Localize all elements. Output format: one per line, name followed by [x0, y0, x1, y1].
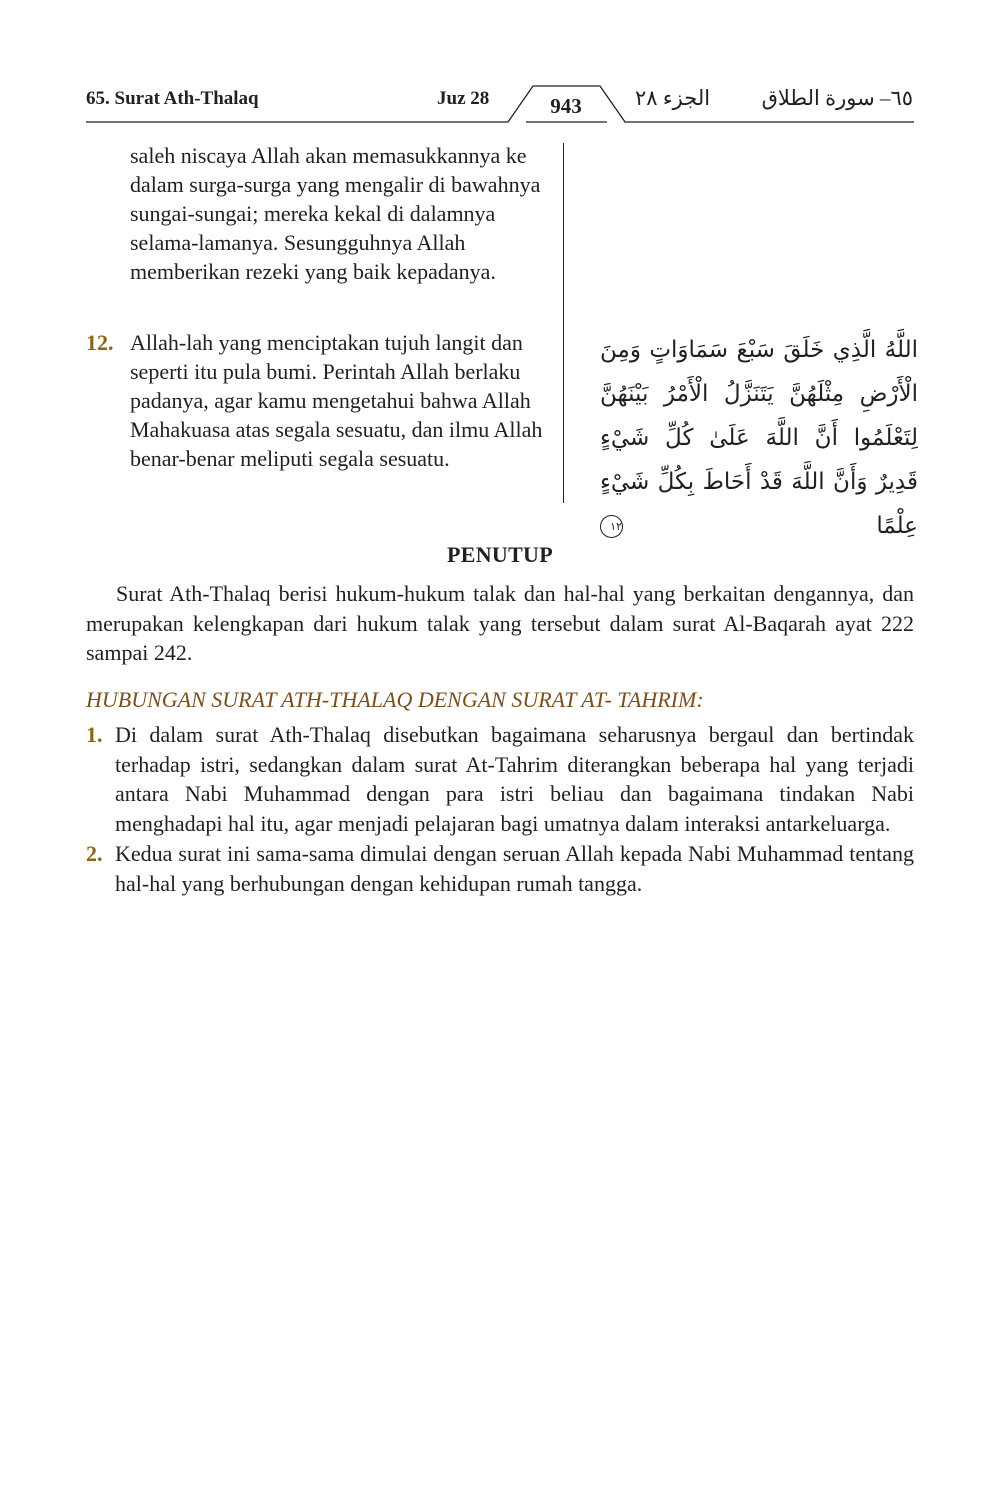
verse-11-continuation [86, 141, 566, 286]
list-item-text: Kedua surat ini sama-sama dimulai dengan seruan Allah kepada Nabi Muhammad tentang hal-hal yang berhubungan dengan kehidupan rumah tangga. [115, 841, 914, 896]
column-divider [563, 143, 564, 503]
verse-11-text: saleh niscaya Allah akan memasukkannya ke dalam surga-surga yang mengalir di bawahnya sungai-sungai; mereka kekal di dalamnya selama-lamanya. Sesungguhnya Allah memberikan rezeki yang baik kepadanya. [130, 143, 541, 284]
verse-12-text: Allah-lah yang menciptakan tujuh langit dan seperti itu pula bumi. Perintah Allah berlaku padanya, agar kamu mengetahui bahwa Allah Mahakuasa atas segala sesuatu, dan ilmu Allah benar-benar meliputi segala sesuatu. [130, 330, 543, 471]
verse-12-arabic-text: اللَّهُ الَّذِي خَلَقَ سَبْعَ سَمَاوَاتٍ وَمِنَ الْأَرْضِ مِثْلَهُنَّ يَتَنَزَّلُ الْأَمْرُ بَيْنَهُنَّ لِتَعْلَمُوا أَنَّ اللَّهَ عَلَىٰ كُلِّ شَيْءٍ قَدِيرٌ وَأَنَّ اللَّهَ قَدْ أَحَاطَ بِكُلِّ شَيْءٍ عِلْمًا [600, 337, 918, 539]
surah-title-latin: 65. Surat Ath-Thalaq [86, 88, 259, 109]
verse-12-translation [86, 328, 566, 473]
verse-12-number: 12. [86, 330, 114, 355]
list-item [86, 839, 914, 898]
list-item-text: Di dalam surat Ath-Thalaq disebutkan bagaimana seharusnya bergaul dan bertindak terhadap istri, sedangkan dalam surat At-Tahrim diterangkan beberapa hal yang terjadi antara Nabi Muhammad dengan para istri beliau dan bagaimana tindakan Nabi menghadapi hal itu, agar menjadi pelajaran bagi umatnya dalam interaksi antarkeluarga. [115, 722, 914, 836]
ayah-end-marker: ١٢ [600, 515, 623, 538]
hubungan-heading: HUBUNGAN SURAT ATH-THALAQ DENGAN SURAT AT- TAHRIM: [86, 687, 704, 712]
hubungan-list [86, 720, 914, 898]
penutup-paragraph: Surat Ath-Thalaq berisi hukum-hukum talak dan hal-hal yang berkaitan dengannya, dan merupakan kelengkapan dari hukum talak yang tersebut dalam surat Al-Baqarah ayat 222 sampai 242. [86, 581, 914, 665]
juz-label-latin: Juz 28 [437, 88, 490, 109]
page-number: 943 [550, 94, 582, 118]
list-item-number: 1. [86, 722, 103, 747]
verse-12-arabic [600, 328, 918, 548]
penutup-heading: PENUTUP [447, 542, 553, 567]
surah-title-arabic: ٦٥– سورة الطلاق [761, 86, 913, 110]
juz-label-arabic: الجزء ٢٨ [635, 86, 711, 110]
list-item [86, 720, 914, 838]
list-item-number: 2. [86, 841, 103, 866]
